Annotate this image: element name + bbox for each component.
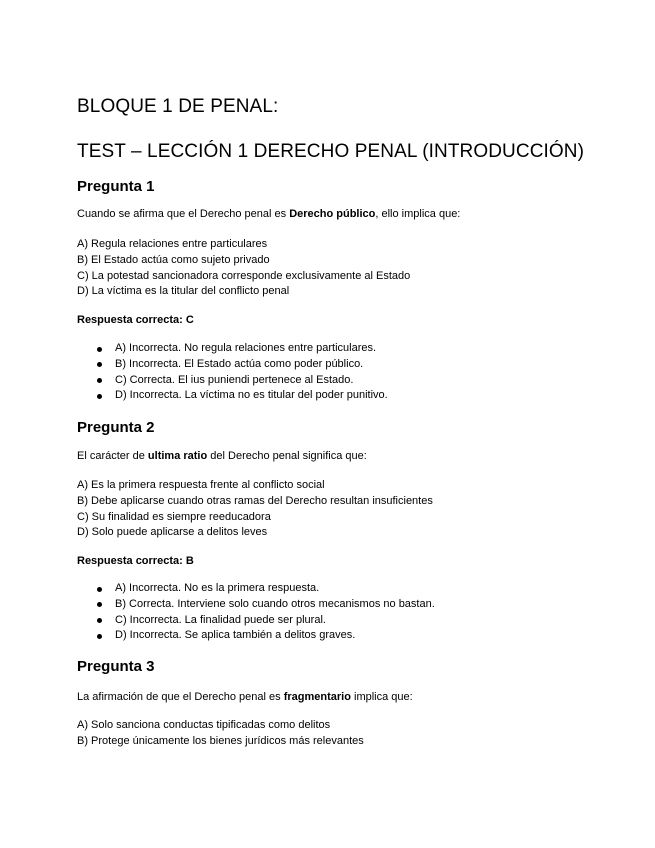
list-item: C) Incorrecta. La finalidad puede ser plural. bbox=[97, 613, 435, 629]
question-2-explanations bbox=[97, 581, 435, 644]
question-1-heading: Pregunta 1 bbox=[77, 178, 155, 195]
option: A) Es la primera respuesta frente al conflicto social bbox=[77, 479, 325, 491]
question-3-heading: Pregunta 3 bbox=[77, 658, 155, 675]
question-2-options bbox=[77, 478, 433, 541]
list-item: D) Incorrecta. Se aplica también a delitos graves. bbox=[97, 628, 435, 644]
option: C) Su finalidad es siempre reeducadora bbox=[77, 510, 271, 523]
question-1-explanations bbox=[97, 341, 388, 404]
question-1-options bbox=[77, 237, 410, 300]
question-3-prompt: La afirmación de que el Derecho penal es fragmentario implica que: bbox=[77, 691, 413, 703]
document-title: BLOQUE 1 DE PENAL: bbox=[77, 96, 279, 117]
option: C) La potestad sancionadora corresponde exclusivamente al Estado bbox=[77, 269, 411, 282]
list-item: C) Correcta. El ius puniendi pertenece al Estado. bbox=[97, 373, 388, 389]
option: A) Regula relaciones entre particulares bbox=[77, 238, 268, 250]
bullet-icon bbox=[97, 634, 102, 639]
question-3-key-term: fragmentario bbox=[283, 691, 351, 703]
question-1-answer: Respuesta correcta: C bbox=[77, 314, 194, 326]
option: B) Protege únicamente los bienes jurídicos más relevantes bbox=[77, 734, 364, 747]
bullet-icon bbox=[97, 394, 102, 399]
list-item: A) Incorrecta. No es la primera respuesta. bbox=[97, 581, 435, 597]
list-item: B) Incorrecta. El Estado actúa como poder público. bbox=[97, 357, 388, 373]
list-item: B) Correcta. Interviene solo cuando otros mecanismos no bastan. bbox=[97, 597, 435, 613]
option: A) Solo sanciona conductas tipificadas como delitos bbox=[77, 719, 331, 731]
question-2-answer: Respuesta correcta: B bbox=[77, 555, 194, 567]
bullet-icon bbox=[97, 618, 102, 623]
list-item: D) Incorrecta. La víctima no es titular del poder punitivo. bbox=[97, 388, 388, 404]
question-2-heading: Pregunta 2 bbox=[77, 419, 155, 436]
bullet-icon bbox=[97, 362, 102, 367]
question-3-options bbox=[77, 718, 364, 750]
option: B) Debe aplicarse cuando otras ramas del Derecho resultan insuficientes bbox=[77, 494, 433, 507]
bullet-icon bbox=[97, 347, 102, 352]
bullet-icon bbox=[97, 587, 102, 592]
option: B) El Estado actúa como sujeto privado bbox=[77, 253, 270, 266]
test-title: TEST – LECCIÓN 1 DERECHO PENAL (INTRODUCCIÓN) bbox=[77, 141, 585, 162]
option: D) Solo puede aplicarse a delitos leves bbox=[77, 526, 268, 539]
option: D) La víctima es la titular del conflicto penal bbox=[77, 285, 290, 298]
question-1-prompt: Cuando se afirma que el Derecho penal es Derecho público, ello implica que: bbox=[77, 208, 461, 220]
bullet-icon bbox=[97, 602, 102, 607]
list-item: A) Incorrecta. No regula relaciones entre particulares. bbox=[97, 341, 388, 357]
question-2-prompt: El carácter de ultima ratio del Derecho penal significa que: bbox=[77, 450, 367, 462]
question-2-key-term: ultima ratio bbox=[147, 450, 208, 462]
bullet-icon bbox=[97, 378, 102, 383]
question-1-key-term: Derecho público bbox=[289, 208, 376, 220]
